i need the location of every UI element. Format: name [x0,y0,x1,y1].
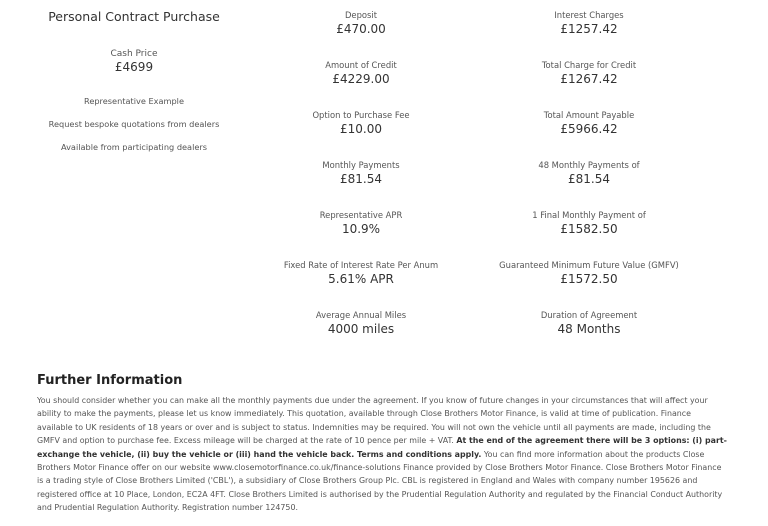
final-payment-value: £1582.50 [560,222,618,236]
further-text-part-2: You can find more information about the products Close Brothers Motor Finance offer on our website www.closemotorfinance.co.uk/finance-solutions Finance provided by Close Brothers Motor Finance. Close Brothers Motor Finance is a trading style of Close Brothers Limited ('CBL'), a subsidiary of Close Brothers Group Plc. CBL is registered in England and Wales with company number 195626 and registered office at 10 Place, London, EC2A 4FT. Close Brothers Limited is authorised by the Prudential Regulation Authority and regulated by the Financial Conduct Authority and Prudential Regulation Authority. Registration number 124750. [37,449,723,513]
deposit-value: £470.00 [336,22,386,36]
monthly-48-item [469,160,709,187]
further-information-heading: Further Information [37,373,183,388]
annual-miles-label: Average Annual Miles [315,310,407,320]
amount-of-credit-item [241,60,481,87]
duration-value: 48 Months [557,322,621,336]
total-charge-item [469,60,709,87]
deposit-item [241,10,481,37]
amount-of-credit-label: Amount of Credit [325,60,397,70]
cash-price-value: £4699 [114,60,154,74]
further-text-bold: At the end of the agreement there will be 3 options: (i) part-exchange the vehicle, (ii) buy the vehicle or (iii) hand the vehicle back. Terms and conditions apply. [37,436,727,459]
cash-price-label: Cash Price [110,49,158,59]
interest-charges-item [469,10,709,37]
duration-label: Duration of Agreement [540,310,638,320]
interest-charges-label: Interest Charges [554,10,624,20]
total-payable-label: Total Amount Payable [543,110,635,120]
final-payment-item [469,210,709,237]
annual-miles-item [241,310,481,337]
representative-example-note: Representative Example [84,96,184,106]
representative-apr-label: Representative APR [319,210,403,220]
further-information-text [37,394,727,515]
left-column [0,0,268,152]
fixed-rate-value: 5.61% APR [328,272,394,286]
fixed-rate-item [241,260,481,287]
final-payment-label: 1 Final Monthly Payment of [532,210,646,220]
further-text-part-1: You should consider whether you can make all the monthly payments due under the agreement. If you know of future changes in your circumstances that will affect your ability to make the payments, please let us know immediately. This quotation, available through Close Brothers Motor Finance, is valid at time of publication. Finance available to UK residents of 18 years or over and is subject to status. Indemnities may be required. You will not own the vehicle until all payments are made, including the GMFV and option to purchase fee. Excess mileage will be charged at the rate of 10 pence per mile + VAT. [37,396,711,446]
amount-of-credit-value: £4229.00 [332,72,390,86]
representative-apr-value: 10.9% [341,222,381,236]
monthly-payments-item [241,160,481,187]
participating-dealers-note: Available from participating dealers [60,142,208,152]
total-charge-value: £1267.42 [560,72,618,86]
deposit-label: Deposit [344,10,377,20]
annual-miles-value: 4000 miles [327,322,395,336]
further-information-section [37,371,727,515]
representative-apr-item [241,210,481,237]
finance-title: Personal Contract Purchase [48,9,220,24]
option-fee-value: £10.00 [340,122,382,136]
monthly-payments-label: Monthly Payments [322,160,400,170]
fixed-rate-label: Fixed Rate of Interest Rate Per Anum [283,260,439,270]
option-fee-label: Option to Purchase Fee [312,110,410,120]
gmfv-label: Guaranteed Minimum Future Value (GMFV) [499,260,679,270]
monthly-48-label: 48 Monthly Payments of [538,160,640,170]
option-fee-item [241,110,481,137]
gmfv-value: £1572.50 [560,272,618,286]
gmfv-item [469,260,709,287]
bespoke-quotation-note: Request bespoke quotations from dealers [48,119,220,129]
total-payable-value: £5966.42 [560,122,618,136]
total-payable-item [469,110,709,137]
total-charge-label: Total Charge for Credit [541,60,637,70]
duration-item [469,310,709,337]
interest-charges-value: £1257.42 [560,22,618,36]
monthly-payments-value: £81.54 [340,172,382,186]
monthly-48-value: £81.54 [568,172,610,186]
